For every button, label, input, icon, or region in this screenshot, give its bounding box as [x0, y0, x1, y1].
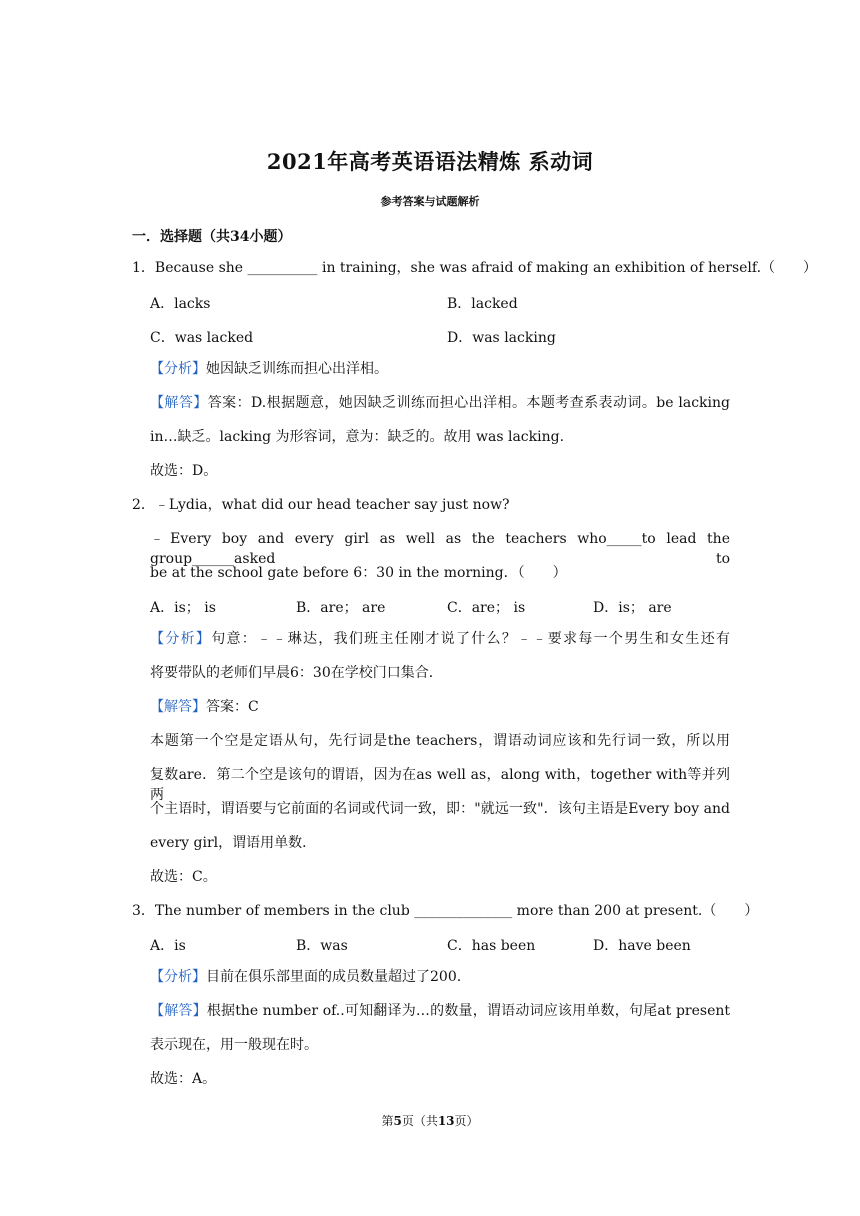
q3-choice: 故选：A。 [150, 1071, 217, 1087]
footer-prefix: 第 [381, 1114, 394, 1128]
q3-answer-cont: 表示现在，用一般现在时。 [150, 1037, 318, 1053]
q2-option-d: D．is； are [593, 600, 672, 616]
q1-stem: 1．Because she __________ in training，she was afraid of making an exhibition of herself.（ ） [132, 260, 818, 276]
q2-stem-line-2: ﹣Every boy and every girl as well as the teachers who_____to lead the group______asked to [150, 531, 730, 567]
analysis-tag: 【分析】 [150, 969, 206, 985]
analysis-tag: 【分析】 [150, 361, 206, 377]
q1-analysis [150, 359, 388, 379]
q2-explanation-1: 本题第一个空是定语从句，先行词是the teachers，谓语动词应该和先行词一致，所以用 [150, 733, 730, 749]
q2-stem-line-1: 2．﹣Lydia，what did our head teacher say just now? [132, 497, 510, 513]
q3-option-b: B．was [296, 938, 348, 954]
analysis-text: 她因缺乏训练而担心出洋相。 [206, 361, 388, 377]
q2-explanation-4: every girl，谓语用单数． [150, 835, 317, 851]
q2-option-c: C．are； is [447, 600, 526, 616]
q3-option-a: A．is [150, 938, 186, 954]
section-heading: 一．选择题（共34小题） [132, 229, 292, 245]
q1-answer-cont: in…缺乏。lacking 为形容词，意为：缺乏的。故用 was lacking. [150, 429, 565, 445]
q2-explanation-3: 个主语时，谓语要与它前面的名词或代词一致，即："就远一致"．该句主语是Every boy and [150, 801, 730, 817]
answer-text: 答案：C [206, 699, 259, 715]
page-subtitle: 参考答案与试题解析 [380, 195, 480, 208]
answer-tag: 【解答】 [150, 699, 206, 715]
page-footer [0, 1112, 860, 1129]
q2-analysis [150, 629, 730, 649]
q1-option-d: D．was lacking [447, 330, 556, 346]
q2-option-a: A．is； is [150, 600, 216, 616]
answer-tag: 【解答】 [150, 1003, 207, 1019]
q1-choice: 故选：D。 [150, 463, 218, 479]
q2-stem-line-3: be at the school gate before 6：30 in the morning．（ ） [150, 565, 567, 581]
q3-stem: 3．The number of members in the club ______________ more than 200 at present.（ ） [132, 903, 759, 919]
q3-option-d: D．have been [593, 938, 691, 954]
analysis-text: 目前在俱乐部里面的成员数量超过了200. [206, 969, 462, 985]
q1-answer [150, 393, 730, 413]
q2-answer [150, 697, 259, 717]
analysis-tag: 【分析】 [150, 631, 212, 647]
q1-option-a: A．lacks [150, 296, 211, 312]
q2-choice: 故选：C。 [150, 869, 217, 885]
q2-explanation-2: 复数are．第二个空是该句的谓语，因为在as well as，along with，together with等并列两 [150, 767, 730, 803]
footer-suffix: 页） [454, 1114, 479, 1128]
q1-option-c: C．was lacked [150, 330, 254, 346]
q3-analysis [150, 967, 461, 987]
current-page-number: 5 [393, 1114, 402, 1128]
page-title: 2021年高考英语语法精炼 系动词 [266, 149, 594, 174]
footer-middle: 页（共 [401, 1114, 438, 1128]
q1-option-b: B．lacked [447, 296, 518, 312]
q3-option-c: C．has been [447, 938, 536, 954]
answer-text: 根据the number of..可知翻译为…的数量，谓语动词应该用单数，句尾at present [206, 1003, 731, 1019]
answer-text: 答案：D.根据题意，她因缺乏训练而担心出洋相。本题考查系表动词。be lacking [207, 395, 731, 411]
total-page-count: 13 [437, 1114, 455, 1128]
q3-answer [150, 1001, 730, 1021]
q2-analysis-cont: 将要带队的老师们早晨6：30在学校门口集合． [150, 665, 443, 681]
q2-option-b: B．are； are [296, 600, 386, 616]
analysis-text: 句意：﹣﹣琳达，我们班主任刚才说了什么？﹣﹣要求每一个男生和女生还有 [211, 631, 731, 647]
answer-tag: 【解答】 [150, 395, 208, 411]
